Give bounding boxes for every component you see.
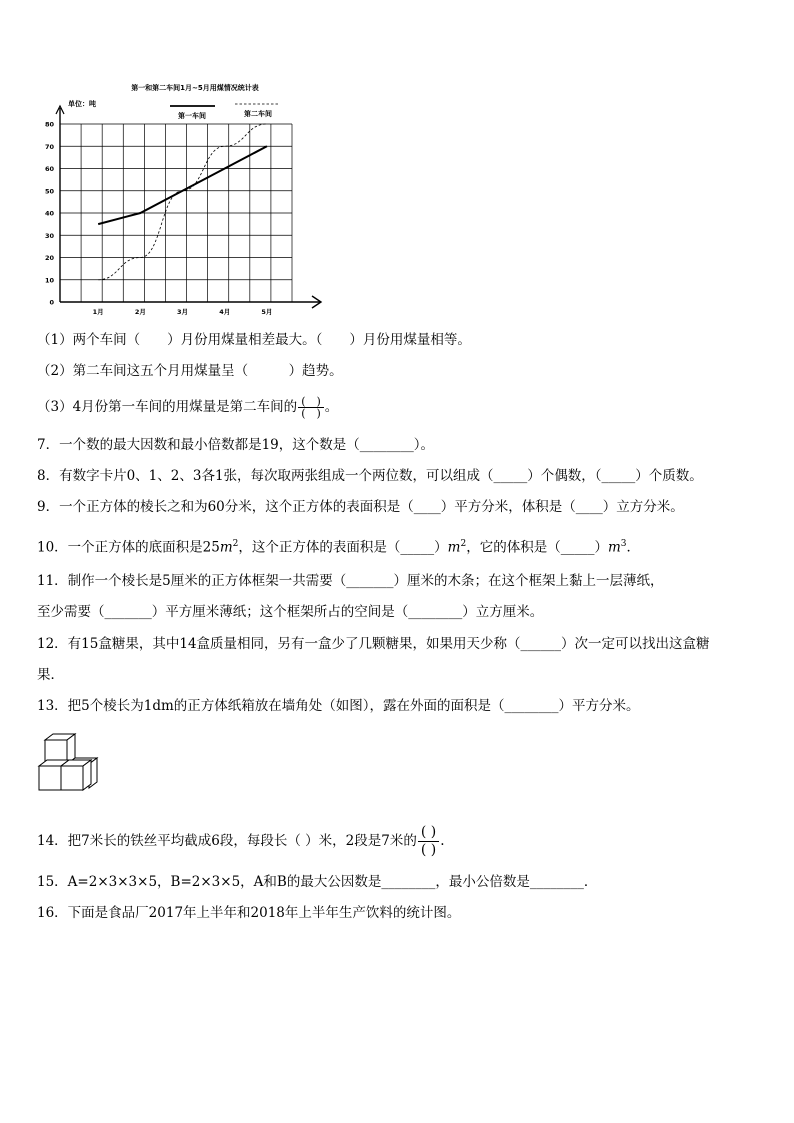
question-13: 13．把5个棱长为1dm的正方体纸箱放在墙角处（如图），露在外面的面积是（________）平方分米。	[37, 698, 640, 714]
question-14-text: 14．把7米长的铁丝平均截成6段，每段长（ ）米，2段是7米的	[37, 833, 417, 849]
y-tick-label: 70	[44, 142, 54, 151]
question-14-end: .	[440, 833, 445, 849]
question-16: 16．下面是食品厂2017年上半年和2018年上半年生产饮料的统计图。	[37, 905, 461, 921]
fraction	[418, 824, 439, 859]
question-11-line-2: 至少需要（_______）平方厘米薄纸；这个框架所占的空间是（________）立方厘米。	[37, 604, 544, 620]
legend-label: 第一车间	[178, 112, 206, 120]
question-6-3-text: （3）4月份第一车间的用煤量是第二车间的	[37, 399, 298, 415]
chart-legend	[170, 104, 280, 120]
question-9: 9．一个正方体的棱长之和为60分米，这个正方体的表面积是（____）平方分米，体积是（____）立方分米。	[37, 499, 684, 515]
y-tick-label: 0	[49, 298, 54, 307]
question-6-1: （1）两个车间（ ）月份用煤量相差最大。（ ）月份用煤量相等。	[37, 332, 471, 348]
cube-front-face	[39, 766, 61, 790]
superscript-3: 3	[620, 539, 627, 549]
y-tick-label: 30	[44, 231, 54, 240]
question-10	[37, 534, 640, 558]
chart-title: 第一和第二车间1月~5月用煤情况统计表	[131, 84, 259, 92]
question-10-text-b: ，这个正方体的表面积是（_____）	[238, 539, 448, 556]
fraction-denominator: ( )	[420, 842, 437, 858]
x-tick-label: 5月	[261, 308, 273, 316]
question-15: 15．A=2×3×3×5，B=2×3×5，A和B的最大公因数是________，最小公倍数是________．	[37, 874, 598, 890]
y-tick-label: 80	[44, 120, 54, 129]
coal-usage-chart	[30, 78, 340, 323]
cubes-figure	[37, 732, 109, 796]
cube-side-face	[83, 760, 91, 790]
x-tick-label: 4月	[219, 308, 231, 316]
question-12-line-1: 12．有15盒糖果，其中14盒质量相同，另有一盒少了几颗糖果，如果用天少称（______）次一定可以找出这盒糖	[37, 636, 710, 652]
y-tick-label: 50	[44, 187, 54, 196]
y-tick-label: 20	[44, 254, 54, 262]
cube-front-face	[61, 766, 83, 790]
question-6-2: （2）第二车间这五个月用煤量呈（ ）趋势。	[37, 363, 343, 379]
question-8: 8．有数字卡片0、1、2、3各1张，每次取两张组成一个两位数，可以组成（_____）个偶数，（_____）个质数。	[37, 468, 703, 484]
y-tick-label: 40	[44, 209, 54, 218]
fraction	[298, 396, 324, 419]
question-6-3	[37, 396, 338, 419]
superscript-2: 2	[232, 539, 239, 549]
question-6-3-end: 。	[324, 399, 339, 415]
fraction-numerator: ( )	[298, 396, 324, 408]
y-tick-label: 10	[44, 276, 54, 285]
legend-label: 第二车间	[244, 110, 272, 118]
question-11-line-1: 11．制作一个棱长是5厘米的正方体框架一共需要（_______）厘米的木条；在这个框架上黏上一层薄纸，	[37, 573, 664, 589]
x-tick-label: 1月	[92, 308, 104, 316]
question-7: 7．一个数的最大因数和最小倍数都是19，这个数是（________）。	[37, 437, 435, 453]
unit-m: m	[607, 539, 621, 556]
question-10-text-a: 10．一个正方体的底面积是25	[37, 539, 220, 556]
chart-axes	[45, 106, 321, 316]
fraction-numerator: ( )	[418, 824, 439, 842]
y-tick-label: 60	[44, 165, 54, 173]
question-12-line-2: 果．	[37, 667, 64, 683]
question-10-text-c: ，它的体积是（_____）	[466, 539, 608, 556]
question-10-text-d: ．	[626, 539, 640, 556]
x-tick-label: 3月	[177, 308, 189, 316]
chart-unit-label: 单位：吨	[68, 100, 96, 108]
x-tick-label: 2月	[134, 308, 146, 316]
unit-m: m	[219, 539, 233, 556]
superscript-2: 2	[460, 539, 467, 549]
line-chart	[30, 78, 340, 323]
question-14	[37, 824, 445, 859]
fraction-denominator: ( )	[301, 407, 321, 420]
unit-m: m	[447, 539, 461, 556]
